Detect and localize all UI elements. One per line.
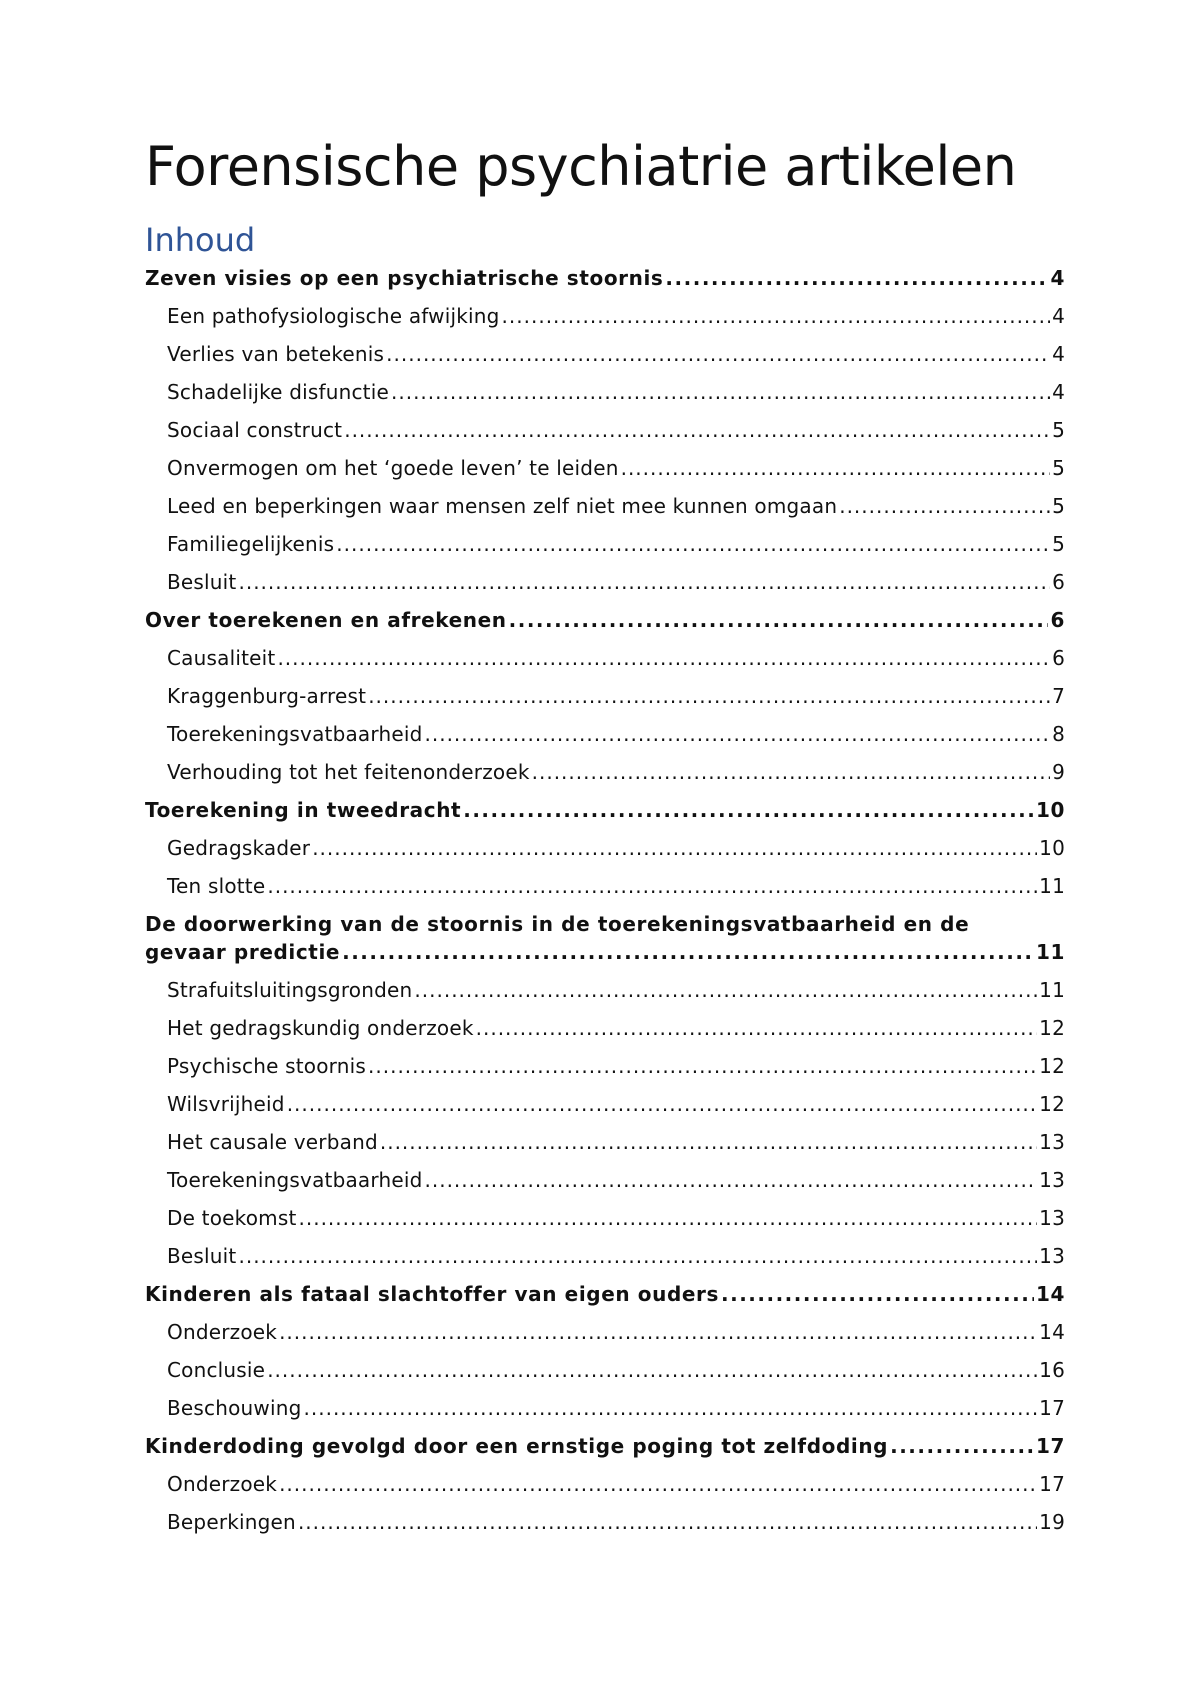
toc-leader [368,1052,1037,1080]
toc-entry[interactable] [145,1280,1065,1308]
toc-entry-label: Onderzoek [167,1320,278,1344]
toc-leader [279,1318,1037,1346]
toc-leader [336,530,1050,558]
toc-entry[interactable] [145,606,1065,634]
toc-entry-label: Het causale verband [167,1130,378,1154]
toc-entry-label: Leed en beperkingen waar mensen zelf niet mee kunnen omgaan [167,494,838,518]
toc-page-number: 14 [1039,1320,1065,1344]
toc-leader [380,1128,1037,1156]
toc-page-number: 10 [1039,836,1065,860]
toc-entry[interactable] [145,454,1065,482]
toc-entry[interactable] [145,1470,1065,1498]
toc-page-number: 14 [1035,1282,1065,1306]
toc-entry[interactable] [145,1508,1065,1536]
toc-entry[interactable] [145,1204,1065,1232]
toc-entry-label: Over toerekenen en afrekenen [145,608,507,632]
toc-page-number: 17 [1035,1434,1065,1458]
toc-entry-label: Onvermogen om het ‘goede leven’ te leiden [167,456,619,480]
toc-page-number: 11 [1039,874,1065,898]
toc-page-number: 9 [1052,760,1065,784]
toc-entry-label: gevaar predictie [145,940,341,964]
toc-page-number: 13 [1039,1168,1065,1192]
toc-entry[interactable] [145,796,1065,824]
toc-entry-label: Verlies van betekenis [167,342,385,366]
toc-entry[interactable] [145,530,1065,558]
toc-entry-label: De toekomst [167,1206,297,1230]
toc-leader [391,378,1050,406]
toc-entry[interactable] [145,872,1065,900]
toc-entry[interactable] [145,1394,1065,1422]
toc-entry-label: Ten slotte [167,874,266,898]
toc-entry-label: Wilsvrijheid [167,1092,285,1116]
toc-entry-label: Sociaal construct [167,418,343,442]
toc-leader [344,416,1050,444]
toc-leader [287,1090,1037,1118]
toc-entry[interactable] [145,976,1065,1004]
table-of-contents [145,264,1065,1536]
toc-page-number: 13 [1039,1244,1065,1268]
toc-entry[interactable] [145,644,1065,672]
toc-page-number: 12 [1039,1092,1065,1116]
toc-page-number: 10 [1035,798,1065,822]
toc-entry-label: Toerekeningsvatbaarheid [167,722,423,746]
toc-leader [502,302,1051,330]
toc-entry[interactable] [145,1014,1065,1042]
toc-leader [298,1508,1037,1536]
toc-leader [425,720,1051,748]
toc-entry[interactable] [145,1128,1065,1156]
toc-page-number: 11 [1035,940,1065,964]
toc-leader [890,1432,1034,1460]
toc-entry[interactable] [145,416,1065,444]
toc-entry-label: Toerekening in tweedracht [145,798,462,822]
toc-entry[interactable] [145,1090,1065,1118]
toc-entry[interactable] [145,302,1065,330]
toc-leader [463,796,1034,824]
toc-entry[interactable] [145,910,1065,966]
toc-leader [839,492,1050,520]
toc-leader [277,644,1050,672]
toc-entry-label: Zeven visies op een psychiatrische stoornis [145,266,664,290]
toc-entry-label: Strafuitsluitingsgronden [167,978,413,1002]
toc-leader [721,1280,1034,1308]
toc-page-number: 6 [1052,570,1065,594]
toc-entry[interactable] [145,1432,1065,1460]
toc-entry[interactable] [145,340,1065,368]
toc-entry-label: Besluit [167,1244,237,1268]
toc-page-number: 5 [1052,456,1065,480]
document-title: Forensische psychiatrie artikelen [145,135,1017,198]
toc-entry[interactable] [145,1166,1065,1194]
toc-entry-label: Causaliteit [167,646,276,670]
toc-entry-label: Een pathofysiologische afwijking [167,304,500,328]
toc-leader [267,1356,1037,1384]
toc-entry[interactable] [145,1318,1065,1346]
toc-leader [476,1014,1038,1042]
toc-entry[interactable] [145,720,1065,748]
toc-leader [238,568,1050,596]
toc-page-number: 12 [1039,1054,1065,1078]
toc-entry-label: Beperkingen [167,1510,296,1534]
toc-leader [304,1394,1038,1422]
toc-entry-label: Verhouding tot het feitenonderzoek [167,760,530,784]
toc-page-number: 8 [1052,722,1065,746]
toc-entry-label: De doorwerking van de stoornis in de toerekeningsvatbaarheid en de [145,912,970,936]
toc-leader [665,264,1048,292]
toc-leader [386,340,1050,368]
toc-page-number: 5 [1052,494,1065,518]
toc-page-number: 17 [1039,1472,1065,1496]
toc-entry[interactable] [145,834,1065,862]
toc-page-number: 5 [1052,532,1065,556]
document-page [145,135,1065,1546]
toc-leader [509,606,1049,634]
toc-entry[interactable] [145,264,1065,292]
toc-leader [414,976,1037,1004]
toc-leader [299,1204,1038,1232]
toc-entry[interactable] [145,378,1065,406]
toc-page-number: 5 [1052,418,1065,442]
toc-entry-label: Kraggenburg-arrest [167,684,367,708]
toc-entry-label: Kinderen als fataal slachtoffer van eigen ouders [145,1282,719,1306]
toc-leader [368,682,1050,710]
toc-entry-label: Besluit [167,570,237,594]
toc-entry-label: Schadelijke disfunctie [167,380,389,404]
toc-page-number: 17 [1039,1396,1065,1420]
toc-entry-label: Beschouwing [167,1396,302,1420]
toc-page-number: 12 [1039,1016,1065,1040]
toc-page-number: 4 [1052,304,1065,328]
toc-page-number: 19 [1039,1510,1065,1534]
toc-entry[interactable] [145,492,1065,520]
toc-leader [238,1242,1037,1270]
toc-leader [279,1470,1037,1498]
toc-entry-label: Conclusie [167,1358,266,1382]
toc-leader [267,872,1037,900]
toc-page-number: 16 [1039,1358,1065,1382]
toc-entry-label: Kinderdoding gevolgd door een ernstige poging tot zelfdoding [145,1434,889,1458]
toc-page-number: 7 [1052,684,1065,708]
toc-entry[interactable] [145,1052,1065,1080]
toc-entry-label: Onderzoek [167,1472,278,1496]
toc-page-number: 13 [1039,1130,1065,1154]
toc-page-number: 11 [1039,978,1065,1002]
toc-entry[interactable] [145,1356,1065,1384]
toc-entry[interactable] [145,1242,1065,1270]
toc-page-number: 6 [1052,646,1065,670]
toc-page-number: 4 [1050,266,1065,290]
toc-leader [532,758,1050,786]
toc-page-number: 4 [1052,342,1065,366]
toc-page-number: 4 [1052,380,1065,404]
toc-entry[interactable] [145,682,1065,710]
toc-page-number: 6 [1050,608,1065,632]
toc-leader [621,454,1050,482]
toc-entry-label: Het gedragskundig onderzoek [167,1016,474,1040]
toc-entry[interactable] [145,568,1065,596]
toc-heading: Inhoud [145,221,256,259]
toc-entry-label: Psychische stoornis [167,1054,367,1078]
toc-entry-label: Familiegelijkenis [167,532,335,556]
toc-leader [312,834,1037,862]
toc-page-number: 13 [1039,1206,1065,1230]
toc-leader [425,1166,1038,1194]
toc-entry-label: Toerekeningsvatbaarheid [167,1168,423,1192]
toc-leader [342,938,1034,966]
toc-entry[interactable] [145,758,1065,786]
toc-entry-label: Gedragskader [167,836,311,860]
